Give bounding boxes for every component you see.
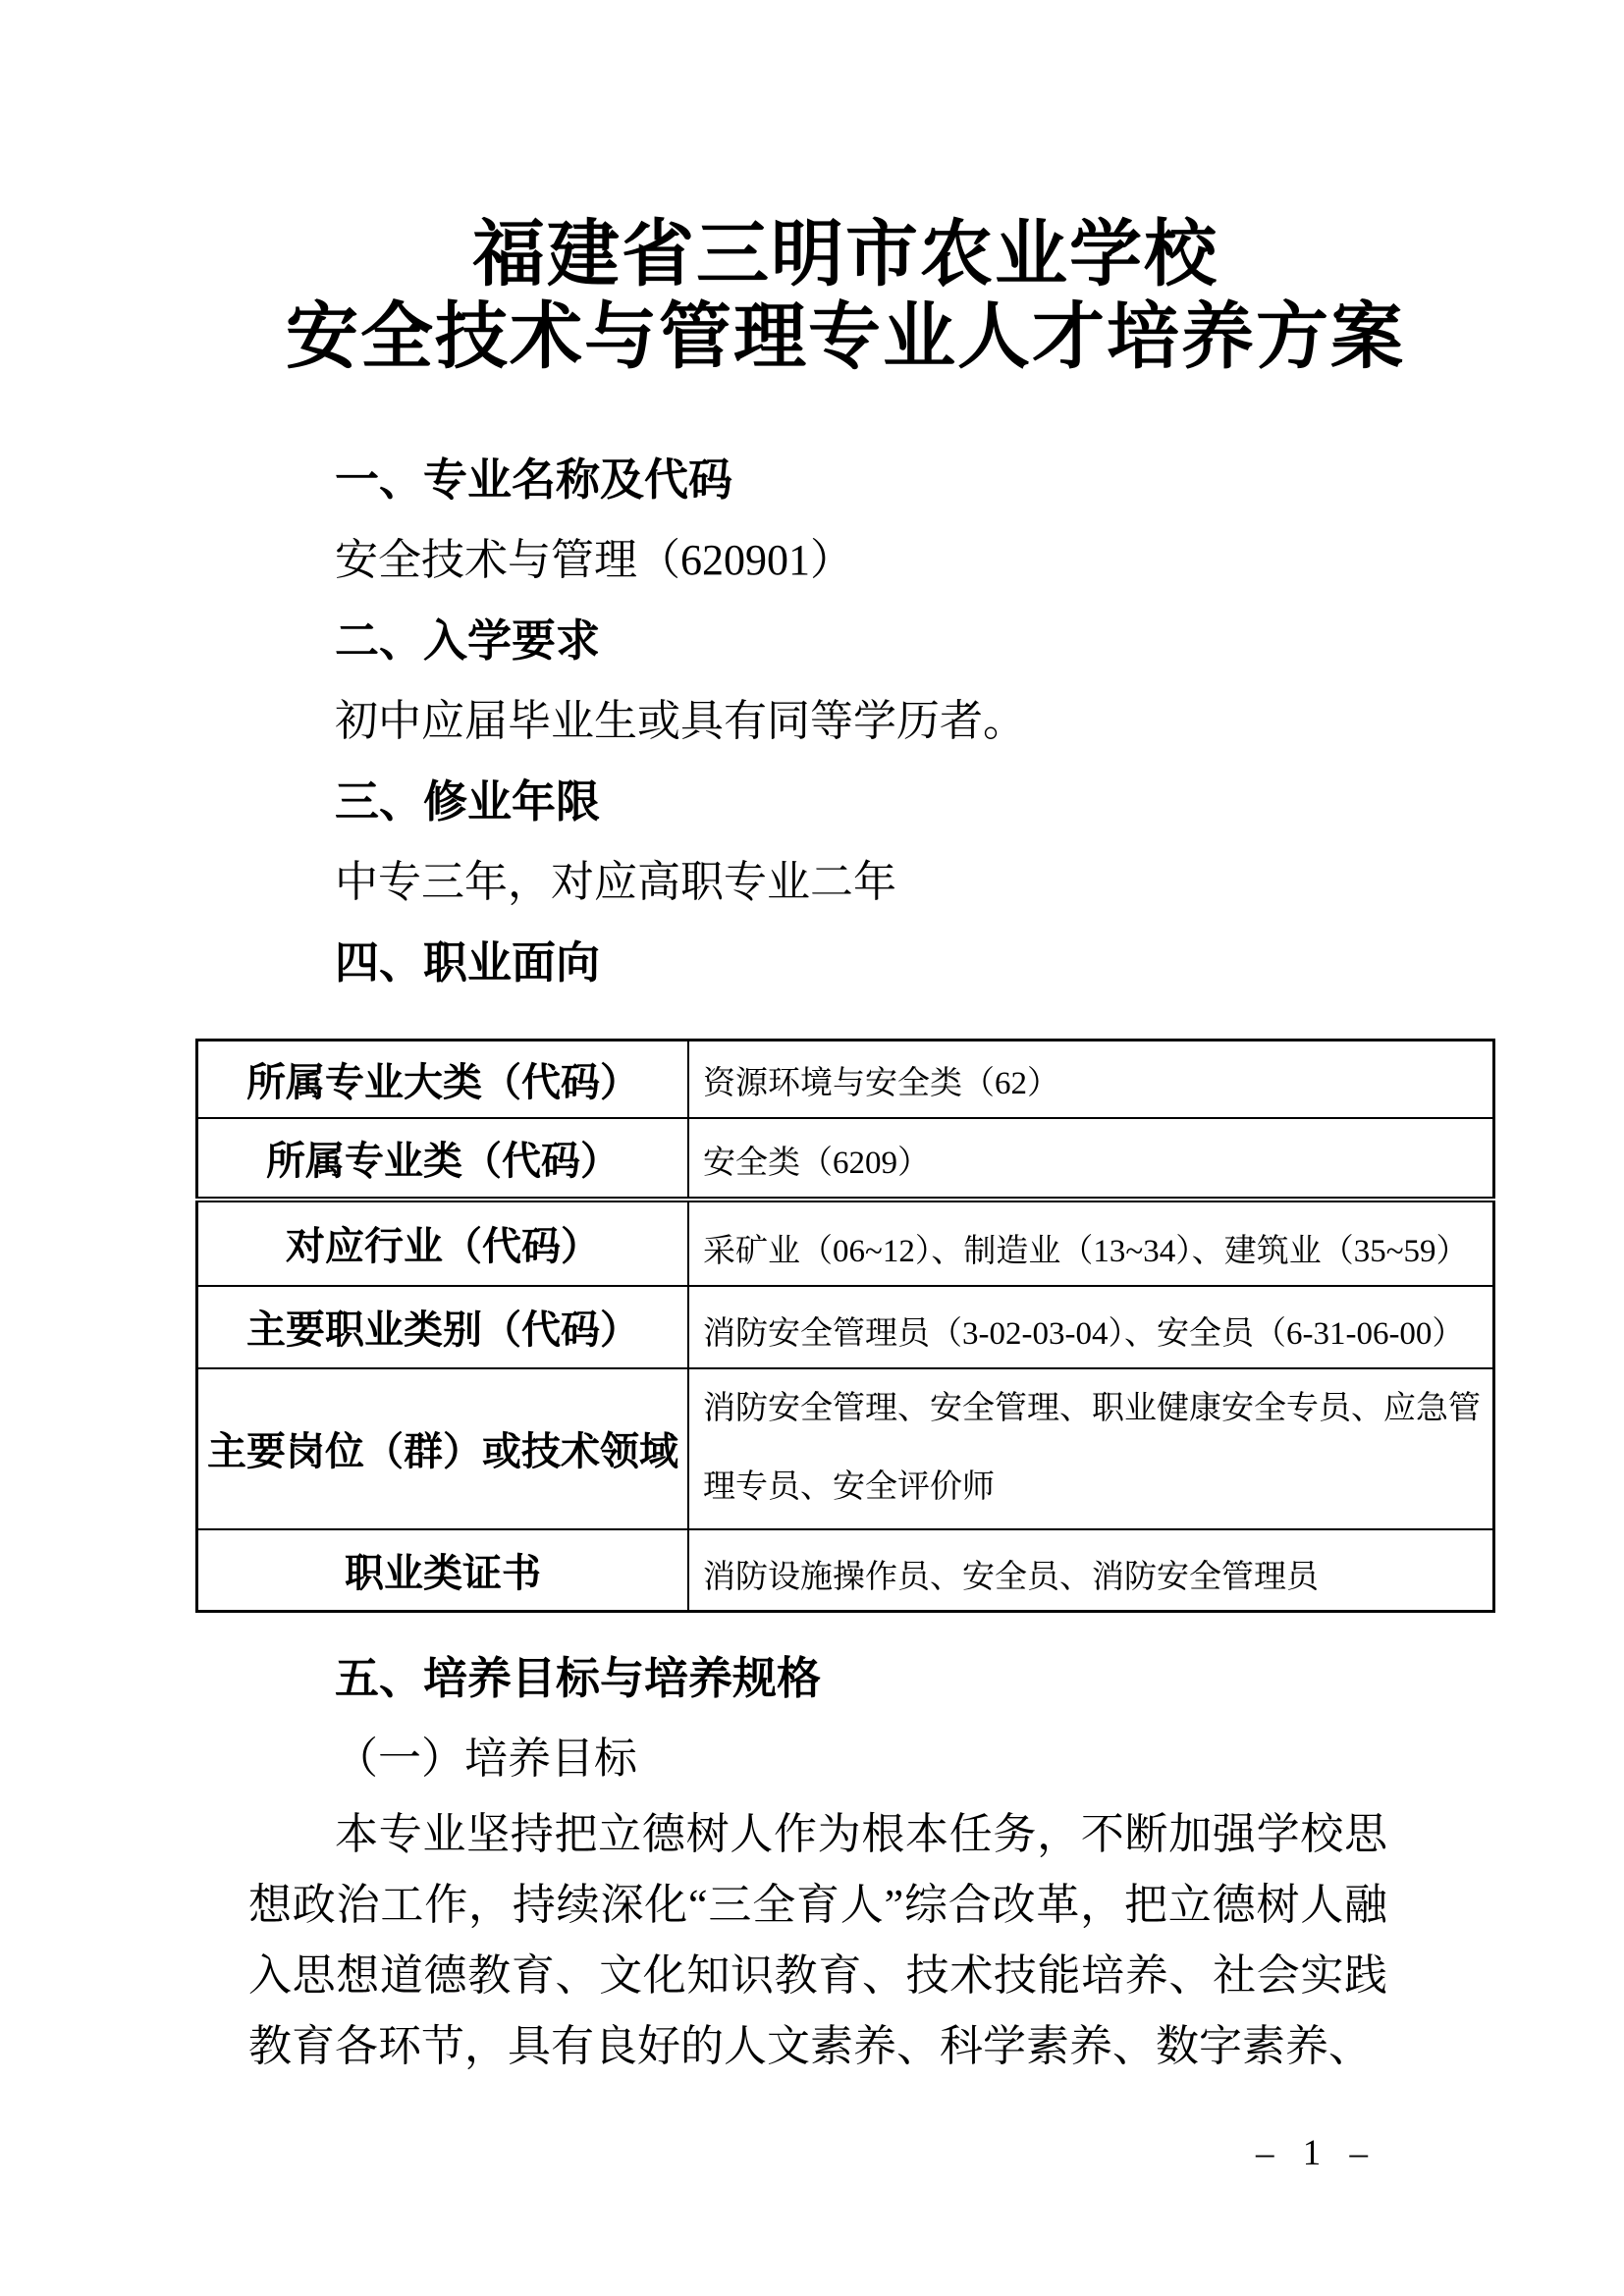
row-value: 资源环境与安全类（62） bbox=[688, 1041, 1494, 1118]
training-objective-paragraph: 本专业坚持把立德树人作为根本任务，不断加强学校思想政治工作，持续深化“三全育人”综合改革，把立德树人融入思想道德教育、文化知识教育、技术技能培养、社会实践教育各环节，具有良好的人文素养、科学素养、数字素养、 bbox=[248, 1810, 1387, 2070]
document-title-line-2: 安全技术与管理专业人才培养方案 bbox=[286, 297, 1405, 378]
table-row bbox=[197, 1118, 1494, 1200]
row-label: 职业类证书 bbox=[197, 1529, 689, 1612]
section-body-2: 初中应届毕业生或具有同等学历者。 bbox=[335, 697, 1026, 745]
row-value: 安全类（6209） bbox=[688, 1118, 1494, 1200]
section-heading-2: 二、入学要求 bbox=[335, 615, 601, 666]
row-label: 主要岗位（群）或技术领域 bbox=[197, 1368, 689, 1529]
section-heading-4: 四、职业面向 bbox=[335, 937, 601, 988]
section-body-1: 安全技术与管理（620901） bbox=[335, 536, 853, 584]
table-row bbox=[197, 1368, 1494, 1529]
career-orientation-table bbox=[195, 1039, 1495, 1613]
subsection-heading: （一）培养目标 bbox=[335, 1735, 637, 1783]
table-row bbox=[197, 1041, 1494, 1118]
table-row bbox=[197, 1529, 1494, 1612]
document-title-line-1: 福建省三明市农业学校 bbox=[472, 215, 1218, 295]
row-label: 所属专业类（代码） bbox=[197, 1118, 689, 1200]
numbered-sections bbox=[195, 440, 1495, 1003]
table-row bbox=[197, 1200, 1494, 1286]
row-value: 消防安全管理、安全管理、职业健康安全专员、应急管理专员、安全评价师 bbox=[688, 1368, 1494, 1529]
row-value: 消防安全管理员（3-02-03-04）、安全员（6-31-06-00） bbox=[688, 1286, 1494, 1368]
section-heading-1: 一、专业名称及代码 bbox=[335, 454, 733, 505]
row-label: 对应行业（代码） bbox=[197, 1200, 689, 1286]
row-label: 所属专业大类（代码） bbox=[197, 1041, 689, 1118]
section-body-3: 中专三年，对应高职专业二年 bbox=[335, 858, 896, 906]
table-row bbox=[197, 1286, 1494, 1368]
section-heading-5: 五、培养目标与培养规格 bbox=[335, 1653, 822, 1703]
page-number: – 1 – bbox=[1256, 2133, 1378, 2173]
document-title bbox=[195, 214, 1495, 379]
row-label: 主要职业类别（代码） bbox=[197, 1286, 689, 1368]
section-heading-3: 三、修业年限 bbox=[335, 776, 601, 827]
row-value: 消防设施操作员、安全员、消防安全管理员 bbox=[688, 1529, 1494, 1612]
row-value: 采矿业（06~12）、制造业（13~34）、建筑业（35~59） bbox=[688, 1200, 1494, 1286]
